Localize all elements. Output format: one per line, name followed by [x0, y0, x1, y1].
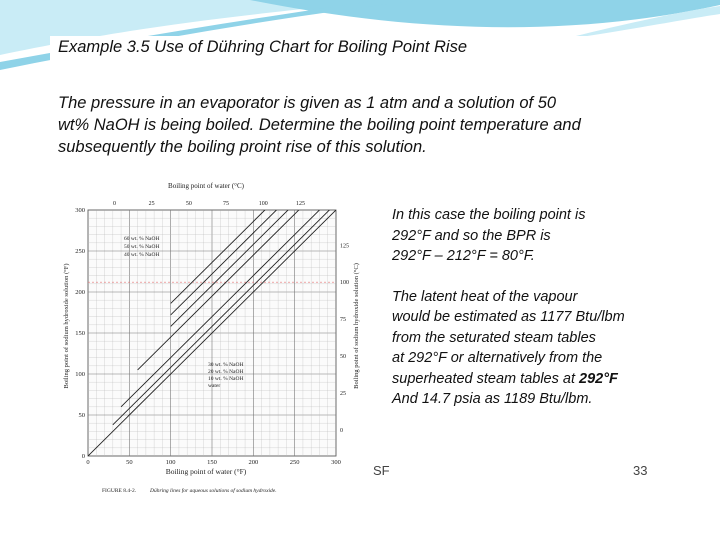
x-tick-label: 150	[207, 459, 217, 466]
answer-line-prefix: superheated steam tables at	[392, 370, 580, 387]
figure-caption: Dühring lines for aqueous solutions of sodium hydroxide.	[150, 488, 277, 494]
y-tick-label: 50	[78, 412, 85, 419]
slide-title: Example 3.5 Use of Dühring Chart for Boiling Point Rise	[58, 38, 468, 56]
y-tick-label: 300	[75, 207, 85, 214]
right-tick-label: 125	[340, 243, 349, 250]
top-tick-label: 50	[185, 201, 192, 207]
answer-line: at 292°F or alternatively from the	[392, 350, 603, 366]
y-tick-label: 150	[75, 330, 85, 337]
right-tick-label: 75	[340, 317, 346, 324]
series-label: water	[208, 383, 221, 389]
right-tick-label: 0	[340, 427, 343, 434]
answer-line: would be estimated as 1177 Btu/lbm	[392, 309, 625, 325]
x-tick-label: 50	[126, 459, 133, 466]
answer-text	[392, 205, 672, 410]
problem-line: subsequently the boiling proint rise of this solution.	[58, 138, 427, 156]
right-axis-label: Boiling point of sodium hydroxide solution (°C)	[353, 263, 360, 389]
x-tick-label: 100	[165, 459, 176, 466]
top-tick-label: 125	[295, 201, 305, 207]
top-axis-label: Boiling point of water (°C)	[168, 182, 244, 190]
x-tick-label: 200	[248, 459, 259, 466]
right-tick-label: 100	[340, 280, 349, 287]
top-tick-label: 0	[112, 201, 116, 207]
y-tick-label: 200	[75, 289, 85, 296]
x-tick-label: 250	[289, 459, 300, 466]
right-tick-label: 50	[340, 353, 346, 360]
series-label: 10 wt. % NaOH	[208, 376, 244, 382]
y-tick-label: 250	[75, 248, 85, 255]
y-tick-label: 0	[81, 453, 85, 460]
top-tick-label: 75	[223, 201, 230, 207]
top-tick-label: 100	[258, 201, 268, 207]
problem-statement	[58, 92, 668, 158]
answer-line-bold: 292°F	[579, 370, 618, 387]
answer-line	[392, 369, 672, 390]
answer-line: 292°F – 212°F = 80°F.	[392, 248, 535, 264]
page-number: 33	[633, 463, 648, 478]
answer-line: 292°F and so the BPR is	[392, 227, 551, 244]
answer-line: In this case the boiling point is	[392, 207, 586, 223]
duhring-chart	[58, 176, 376, 498]
series-label: 50 wt. % NaOH	[124, 244, 160, 250]
x-tick-label: 0	[86, 459, 90, 466]
answer-line: The latent heat of the vapour	[392, 288, 578, 305]
answer-line: from the seturated steam tables	[392, 329, 596, 346]
y-axis-label: Boiling point of sodium hydroxide solution (°F)	[63, 263, 70, 389]
series-label: 30 wt. % NaOH	[208, 362, 244, 368]
problem-line: The pressure in an evaporator is given as 1 atm and a solution of 50	[58, 94, 557, 112]
answer-line: And 14.7 psia as 1189 Btu/lbm.	[392, 391, 593, 407]
x-axis-label: Boiling point of water (°F)	[165, 467, 247, 476]
problem-line: wt% NaOH is being boiled. Determine the boiling point temperature and	[58, 116, 581, 134]
y-tick-label: 100	[75, 371, 85, 378]
figure-label: FIGURE 8.4-2.	[102, 488, 137, 494]
series-label: 40 wt. % NaOH	[124, 252, 160, 258]
series-label: 60 wt. % NaOH	[124, 236, 160, 242]
x-tick-label: 300	[331, 459, 341, 466]
series-label: 20 wt. % NaOH	[208, 369, 244, 375]
right-tick-label: 25	[340, 390, 346, 397]
top-tick-label: 25	[148, 201, 155, 207]
footer-author: SF	[373, 463, 390, 478]
